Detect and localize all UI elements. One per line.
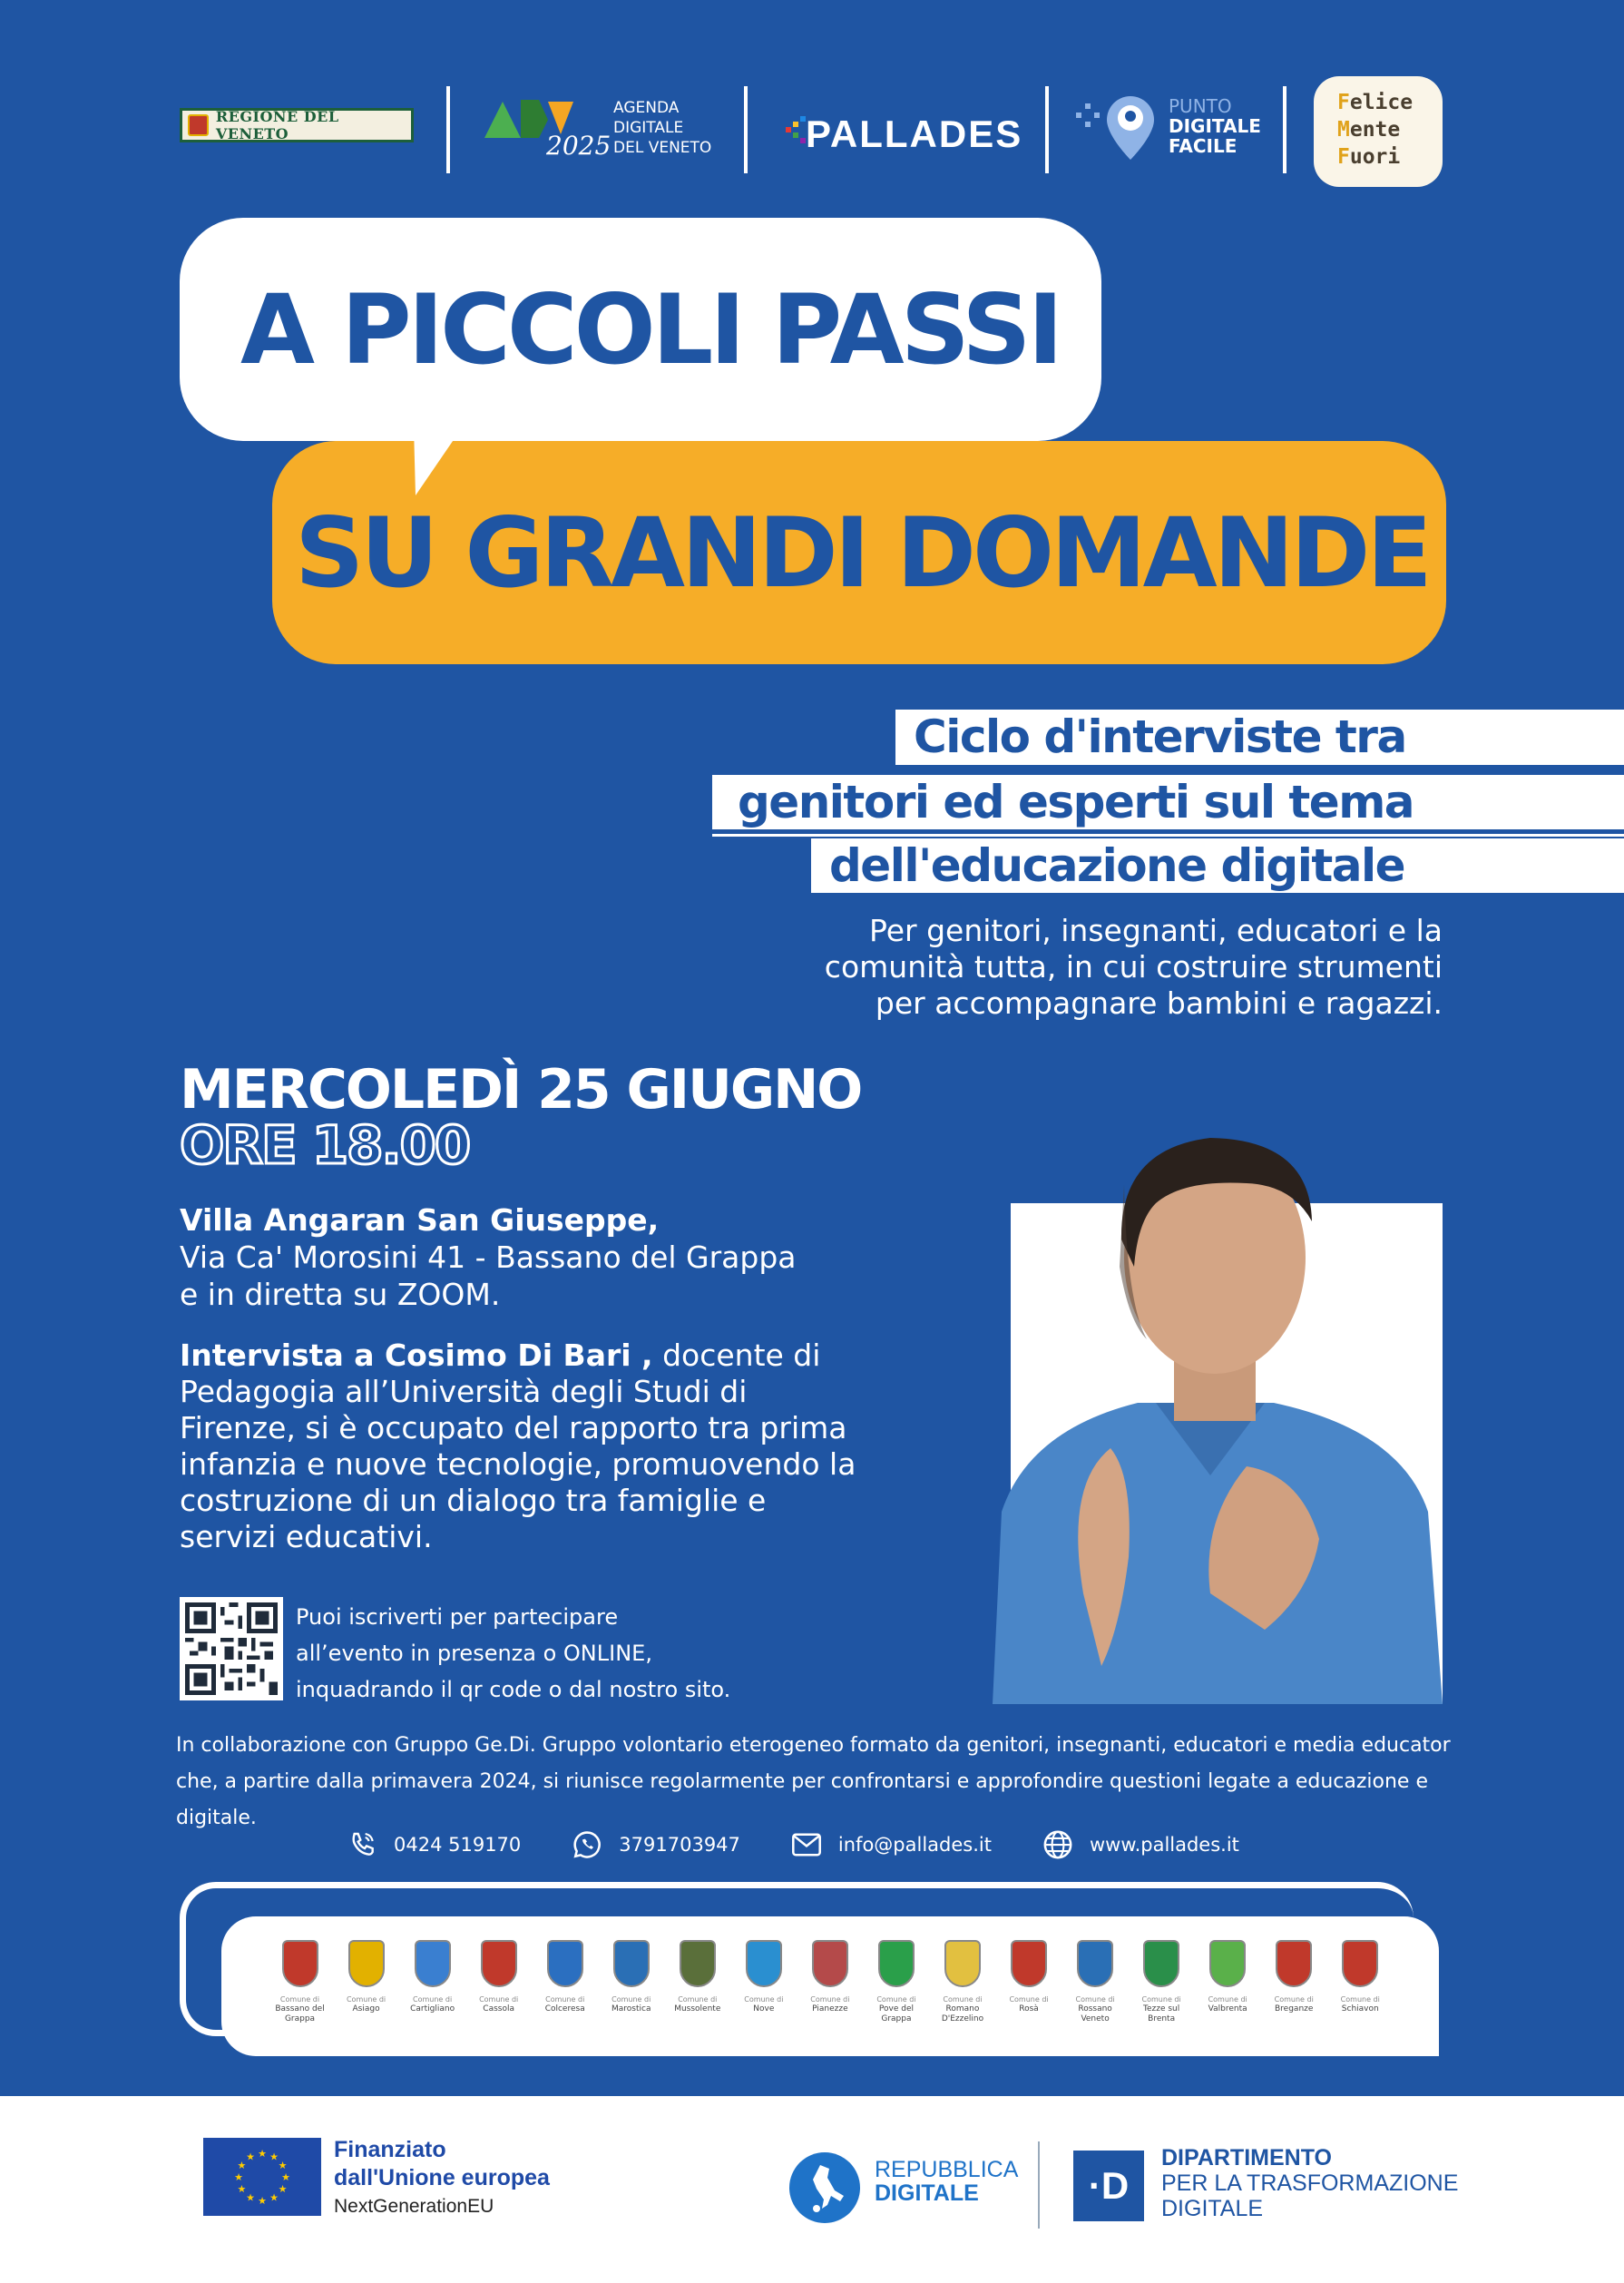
- comune-shield-icon: [282, 1940, 318, 1987]
- comune-crest: [600, 1940, 663, 2014]
- eu-star: ★: [237, 2160, 247, 2171]
- comune-shield-icon: [613, 1940, 650, 1987]
- comune-shield-icon: [348, 1940, 385, 1987]
- eu-flag-icon: [203, 2138, 321, 2216]
- venue-online: e in diretta su ZOOM.: [180, 1277, 501, 1312]
- contact-website[interactable]: www.pallades.it: [1042, 1829, 1239, 1860]
- title-line-2: SU GRANDI DOMANDE: [295, 497, 1429, 609]
- comune-shield-icon: [1342, 1940, 1378, 1987]
- comune-label: Comune di Marostica: [611, 1995, 651, 2014]
- eu-funding-text: Finanziato dall'Unione europea NextGenerationEU: [334, 2137, 550, 2217]
- comune-shield-icon: [878, 1940, 915, 1987]
- audience-subtitle: Per genitori, insegnanti, educatori e la comunità tutta, in cui costruire strumenti per accompagnare bambini e ragazzi.: [824, 913, 1443, 1021]
- comune-shield-icon: [547, 1940, 583, 1987]
- comune-label: Comune di Rossano Veneto: [1075, 1995, 1115, 2023]
- white-bubble-tail: [405, 426, 477, 495]
- eu-star: ★: [269, 2151, 279, 2163]
- agenda-digitale-logo: [484, 98, 757, 162]
- comune-crest: [997, 1940, 1061, 2014]
- comune-crest: [269, 1940, 332, 2024]
- comune-label: Comune di Valbrenta: [1208, 1995, 1247, 2014]
- venue-block: [180, 1201, 833, 1313]
- comune-crest: [931, 1940, 994, 2024]
- comune-label: Comune di Bassano del Grappa: [275, 1995, 325, 2023]
- eu-star: ★: [258, 2195, 267, 2207]
- header-divider: [744, 86, 748, 173]
- band-line-1: Ciclo d'interviste tra: [895, 710, 1624, 764]
- comune-shield-icon: [481, 1940, 517, 1987]
- comune-shield-icon: [1077, 1940, 1113, 1987]
- dipartimento-mark-icon: ·D: [1073, 2151, 1144, 2221]
- comuni-strip: [221, 1916, 1439, 2056]
- dipartimento-text: DIPARTIMENTO PER LA TRASFORMAZIONE DIGITALE: [1161, 2145, 1459, 2221]
- comune-label: Comune di Romano D'Ezzelino: [941, 1995, 984, 2023]
- mail-icon: [791, 1832, 822, 1857]
- contacts-bar: [348, 1824, 1290, 1866]
- interview-block: [180, 1337, 869, 1555]
- eu-star: ★: [246, 2151, 255, 2163]
- comune-shield-icon: [812, 1940, 848, 1987]
- registration-qr-code[interactable]: [180, 1597, 283, 1700]
- comune-crest: [335, 1940, 398, 2014]
- repubblica-digitale-icon: [789, 2152, 860, 2223]
- header-divider: [446, 86, 450, 173]
- globe-icon: [1042, 1829, 1073, 1860]
- repubblica-digitale-text: REPUBBLICA DIGITALE: [875, 2157, 1019, 2206]
- venue-name: Villa Angaran San Giuseppe,: [180, 1202, 660, 1238]
- comune-label: Comune di Mussolente: [674, 1995, 721, 2014]
- pallades-wordmark: PALLADES: [806, 113, 1023, 155]
- pallades-logo: [786, 98, 1022, 162]
- contact-email[interactable]: info@pallades.it: [791, 1832, 992, 1857]
- interview-text: docente di Pedagogia all’Università degli Studi di Firenze, si è occupato del rapporto tra prima infanzia e nuove tecnologie, promuovendo la costruzione di un dialogo tra famiglie e servizi educativi.: [180, 1337, 856, 1554]
- eu-star: ★: [234, 2171, 243, 2183]
- comune-label: Comune di Rosà: [1009, 1995, 1049, 2014]
- eu-star: ★: [278, 2160, 288, 2171]
- regione-label: REGIONE DEL VENETO: [215, 108, 339, 142]
- event-time: ORE 18.00: [180, 1114, 470, 1176]
- band-rule: [712, 834, 1624, 837]
- comune-crest: [666, 1940, 729, 2014]
- comune-label: Comune di Pove del Grappa: [876, 1995, 916, 2023]
- comune-crest: [467, 1940, 531, 2014]
- comune-shield-icon: [1276, 1940, 1312, 1987]
- comune-crest: [1063, 1940, 1127, 2024]
- comune-crest: [1328, 1940, 1392, 2014]
- comune-shield-icon: [415, 1940, 451, 1987]
- whatsapp-icon: [572, 1829, 602, 1860]
- eu-star: ★: [269, 2191, 279, 2204]
- title-line-1: A PICCOLI PASSI: [240, 274, 1061, 386]
- felice-mente-fuori-logo: Felice Mente Fuori: [1314, 76, 1443, 187]
- adv-text: AGENDA DIGITALE DEL VENETO: [613, 99, 712, 157]
- collaboration-text: In collaborazione con Gruppo Ge.Di. Gruppo volontario eterogeneo formato da genitori, insegnanti, educatori e media educator che, a partire dalla primavera 2024, si riunisce regolarmente per confrontarsi e approfondire questioni legate a educazione e digitale.: [176, 1734, 1451, 1829]
- speaker-photo: [974, 1085, 1443, 1704]
- eu-star: ★: [237, 2183, 247, 2195]
- event-date: MERCOLEDÌ 25 GIUGNO: [180, 1058, 862, 1122]
- contact-whatsapp[interactable]: 3791703947: [572, 1829, 740, 1860]
- footer-divider: [1038, 2141, 1040, 2229]
- comune-label: Comune di Schiavon: [1340, 1995, 1380, 2014]
- contact-phone[interactable]: 0424 519170: [348, 1830, 521, 1859]
- header-divider: [1283, 86, 1286, 173]
- comune-label: Comune di Cartigliano: [410, 1995, 455, 2014]
- comune-label: Comune di Cassola: [479, 1995, 519, 2014]
- phone-icon: [348, 1830, 377, 1859]
- venue-address: Via Ca' Morosini 41 - Bassano del Grappa: [180, 1239, 797, 1275]
- comune-shield-icon: [1209, 1940, 1246, 1987]
- comune-crest: [1262, 1940, 1326, 2014]
- comune-label: Comune di Colceresa: [544, 1995, 585, 2014]
- comune-crest: [401, 1940, 465, 2014]
- interview-lead: Intervista a Cosimo Di Bari ,: [180, 1337, 653, 1373]
- comune-crest: [798, 1940, 862, 2014]
- comune-label: Comune di Breganze: [1274, 1995, 1314, 2014]
- eu-star: ★: [258, 2148, 267, 2160]
- header-divider: [1045, 86, 1049, 173]
- comune-shield-icon: [746, 1940, 782, 1987]
- eu-star: ★: [246, 2191, 255, 2204]
- band-line-2: genitori ed esperti sul tema: [712, 775, 1624, 829]
- regione-crest-icon: [188, 114, 209, 136]
- adv-year: 2025: [546, 131, 611, 161]
- comune-crest: [732, 1940, 796, 2014]
- comune-label: Comune di Asiago: [346, 1995, 386, 2014]
- regione-veneto-logo: [180, 108, 414, 142]
- comune-crest: [865, 1940, 928, 2024]
- pdf-text: PUNTO DIGITALE FACILE: [1169, 95, 1261, 157]
- eu-star: ★: [278, 2183, 288, 2195]
- comune-crest: [533, 1940, 597, 2014]
- eu-star: ★: [281, 2171, 290, 2183]
- registration-text: Puoi iscriverti per partecipare all’evento in presenza o ONLINE, inquadrando il qr code o dal nostro sito.: [296, 1604, 731, 1702]
- location-pin-icon: [1076, 91, 1163, 167]
- comune-shield-icon: [680, 1940, 716, 1987]
- band-line-3: dell'educazione digitale: [811, 838, 1624, 893]
- comune-crest: [1130, 1940, 1193, 2024]
- punto-digitale-facile-logo: [1076, 91, 1276, 172]
- comune-shield-icon: [944, 1940, 981, 1987]
- comune-label: Comune di Tezze sul Brenta: [1141, 1995, 1181, 2023]
- comune-shield-icon: [1011, 1940, 1047, 1987]
- comune-crest: [1196, 1940, 1259, 2014]
- comune-shield-icon: [1143, 1940, 1179, 1987]
- comune-label: Comune di Nove: [744, 1995, 784, 2014]
- comune-label: Comune di Pianezze: [810, 1995, 850, 2014]
